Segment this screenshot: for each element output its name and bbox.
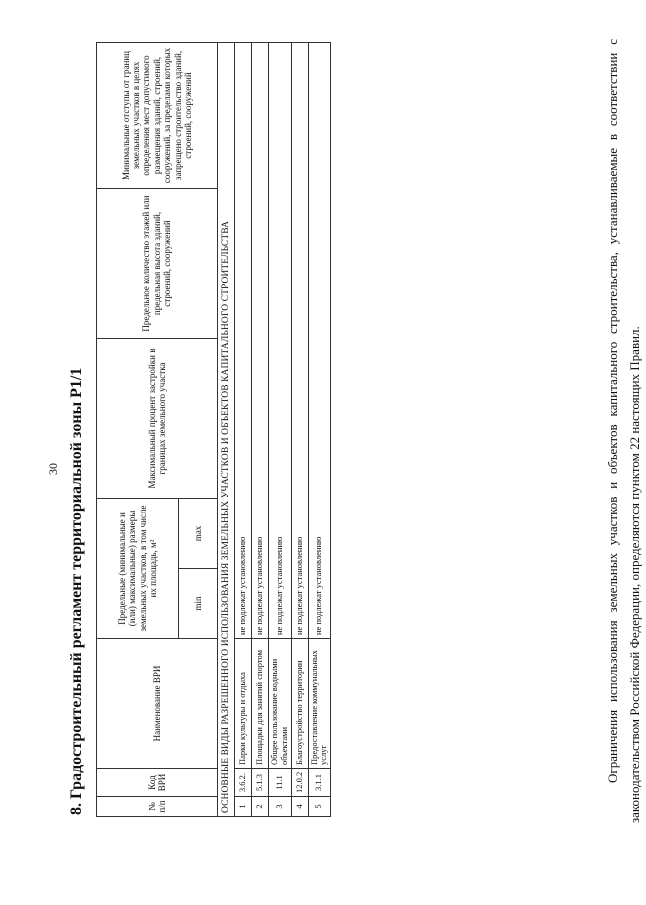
regulation-table <box>96 42 331 817</box>
row-value: не подлежат установлению <box>308 43 331 639</box>
row-name: Благоустройство территории <box>291 639 308 769</box>
header-max-percent: Максимальный процент застройки в границах земельного участка <box>97 339 218 499</box>
row-code: 3.1.1 <box>308 769 331 797</box>
row-value: не подлежат установлению <box>269 43 292 639</box>
row-value: не подлежат установлению <box>252 43 269 639</box>
table-row <box>235 43 252 817</box>
page-number: 30 <box>46 463 60 475</box>
row-name: Парки культуры и отдыха <box>235 639 252 769</box>
header-plot-size: Предельные (минимальные и (или) максимальные) размеры земельных участков, в том числе их площадь, м² <box>97 499 179 639</box>
row-name: Предоставление коммунальных услуг <box>308 639 331 769</box>
table-row <box>269 43 292 817</box>
table-row <box>308 43 331 817</box>
row-no: 3 <box>269 797 292 817</box>
row-name: Площадки для занятий спортом <box>252 639 269 769</box>
row-code: 12.0.2 <box>291 769 308 797</box>
header-max: max <box>179 499 218 569</box>
row-code: 5.1.3 <box>252 769 269 797</box>
row-no: 4 <box>291 797 308 817</box>
row-value: не подлежат установлению <box>291 43 308 639</box>
header-name: Наименование ВРИ <box>97 639 218 769</box>
row-no: 2 <box>252 797 269 817</box>
header-floors: Предельное количество этажей или предельная высота зданий, строений, сооружений <box>97 189 218 339</box>
row-no: 5 <box>308 797 331 817</box>
header-row <box>97 43 179 817</box>
header-setbacks: Минимальные отступы от границ земельных участков в целях определения мест допустимого размещения зданий, строений, сооружений, за пределами которых запрещено строительство зданий, строений, сооружений <box>97 43 218 189</box>
row-no: 1 <box>235 797 252 817</box>
restrictions-note: Ограничения использования земельных участков и объектов капитального строительства, устанавливаемые в соответствии с законодательством Российской Федерации, определяются пунктом 22 настоящих Правил. <box>605 39 642 823</box>
section-label: ОСНОВНЫЕ ВИДЫ РАЗРЕШЕННОГО ИСПОЛЬЗОВАНИЯ ЗЕМЕЛЬНЫХ УЧАСТКОВ И ОБЪЕКТОВ КАПИТАЛЬНОГО СТРОИТЕЛЬСТВА <box>218 43 235 817</box>
row-value: не подлежат установлению <box>235 43 252 639</box>
header-no: № п/п <box>97 797 218 817</box>
table-row <box>291 43 308 817</box>
table-row <box>252 43 269 817</box>
row-name: Общее пользование водными объектами <box>269 639 292 769</box>
header-min: min <box>179 569 218 639</box>
header-code: Код ВРИ <box>97 769 218 797</box>
row-code: 11.1 <box>269 769 292 797</box>
section-title: 8. Градостроительный регламент территориальной зоны Р1/1 <box>68 367 85 815</box>
section-row <box>218 43 235 817</box>
row-code: 3.6.2. <box>235 769 252 797</box>
